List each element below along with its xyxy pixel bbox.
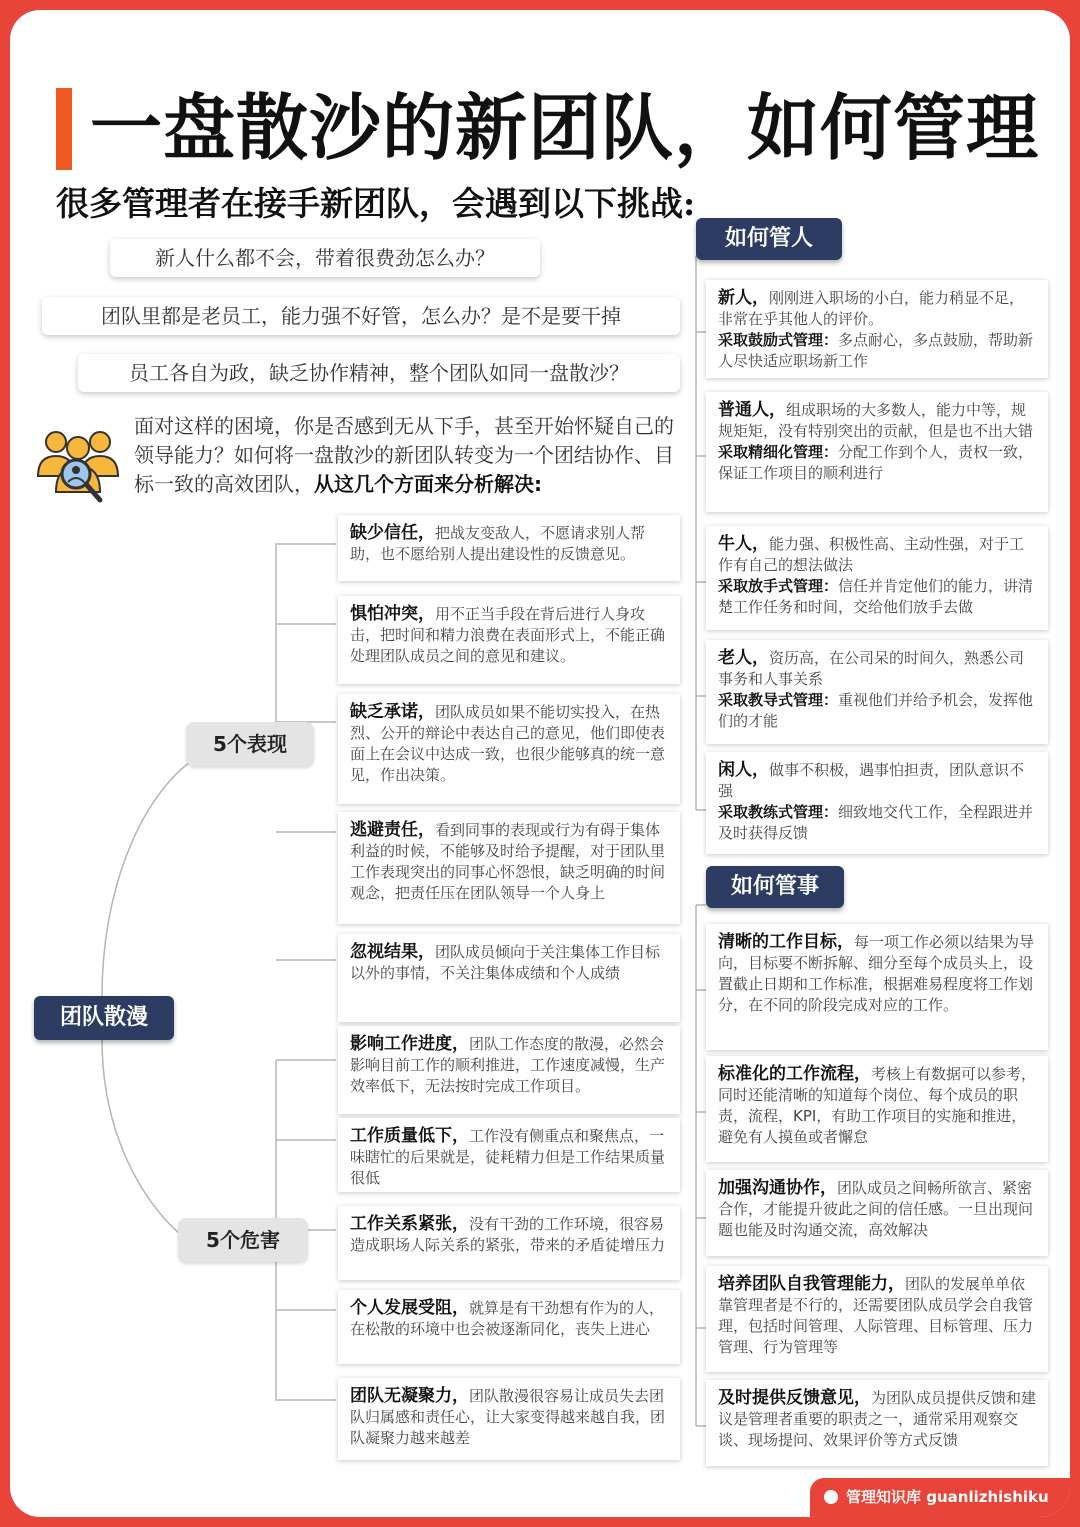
people-type: 闲人， (718, 760, 769, 780)
harm-title: 团队无凝聚力， (350, 1386, 469, 1406)
people-desc: 刚刚进入职场的小白，能力稍显不足，非常在乎其他人的评价。 (718, 289, 1025, 328)
task-title: 加强沟通协作， (718, 1178, 837, 1198)
symptom-card-4 (338, 812, 680, 924)
task-title: 及时提供反馈意见， (718, 1388, 871, 1408)
people-strategy-text: 信任并肯定他们的能力，讲清楚工作任务和时间，交给他们放手去做 (718, 577, 1034, 616)
people-desc: 做事不积极，遇事怕担责，团队意识不强 (718, 761, 1025, 800)
task-card-goals (706, 924, 1048, 1050)
harm-text: 工作没有侧重点和聚焦点，一味瞎忙的后果就是，徒耗精力但是工作结果质量很低 (350, 1127, 666, 1187)
people-card-star (706, 526, 1048, 630)
people-card-veteran (706, 640, 1048, 744)
symptom-text: 用不正当手段在背后进行人身攻击，把时间和精力浪费在表面形式上，不能正确处理团队成员之间的意见和建议。 (350, 605, 666, 665)
symptom-card-2 (338, 596, 680, 684)
task-card-communication (706, 1170, 1048, 1256)
branch-node-5-harms: 5个危害 (178, 1218, 308, 1262)
harm-text: 团队散漫很容易让成员失去团队归属感和责任心，让大家变得越来越自我，团队凝聚力越来越差 (350, 1387, 666, 1447)
task-card-self-management (706, 1266, 1048, 1372)
branch-node-5-symptoms: 5个表现 (186, 722, 314, 766)
harm-title: 工作关系紧张， (350, 1214, 469, 1234)
harm-title: 工作质量低下， (350, 1126, 469, 1146)
task-text: 团队的发展单单依靠管理者是不行的，还需要团队成员学会自我管理，包括时间管理、人际管理、目标管理、压力管理、行为管理等 (718, 1275, 1034, 1356)
task-text: 为团队成员提供反馈和建议是管理者重要的职责之一，通常采用观察交谈、现场提问、效果评价等方式反馈 (718, 1389, 1037, 1449)
harm-text: 团队工作态度的散漫，必然会影响目前工作的顺利推进，工作速度减慢，生产效率低下，无法按时完成工作项目。 (350, 1035, 666, 1095)
harm-card-3 (338, 1206, 680, 1280)
people-card-idle (706, 752, 1048, 854)
people-type: 牛人， (718, 534, 769, 554)
intro-paragraph (134, 412, 682, 499)
task-card-process (706, 1056, 1048, 1162)
task-text: 团队成员之间畅所欲言、紧密合作，才能提升彼此之间的信任感。一旦出现问题也能及时沟通交流，高效解决 (718, 1179, 1034, 1239)
lightbulb-icon (824, 1490, 838, 1504)
task-title: 清晰的工作目标， (718, 932, 854, 952)
title-accent-bar (56, 88, 72, 170)
task-title: 标准化的工作流程， (718, 1064, 871, 1084)
symptom-title: 忽视结果， (350, 942, 435, 962)
manage-people-header: 如何管人 (696, 218, 842, 260)
people-strategy-text: 重视他们并给予机会，发挥他们的才能 (718, 691, 1034, 730)
infographic-page (10, 10, 1070, 1517)
harm-title: 个人发展受阻， (350, 1298, 469, 1318)
task-title: 培养团队自我管理能力， (718, 1274, 905, 1294)
symptom-text: 团队成员如果不能切实投入，在热烈、公开的辩论中表达自己的意见，他们即使表面上在会议中达成一致，也很少能够真的统一意见，作出决策。 (350, 703, 666, 784)
harm-text: 没有干劲的工作环境，很容易造成职场人际关系的紧张，带来的矛盾徒增压力 (350, 1215, 666, 1254)
people-strategy-text: 分配工作到个人，责权一致，保证工作项目的顺利进行 (718, 443, 1034, 482)
symptom-text: 团队成员倾向于关注集体工作目标以外的事情，不关注集体成绩和个人成绩 (350, 943, 661, 982)
intro-bold-text: 从这几个方面来分析解决: (314, 472, 542, 496)
symptom-title: 缺乏承诺， (350, 702, 435, 722)
symptom-card-3 (338, 694, 680, 804)
people-type: 新人， (718, 288, 769, 308)
symptom-card-1 (338, 515, 680, 581)
people-desc: 能力强、积极性高、主动性强，对于工作有自己的想法做法 (718, 535, 1025, 574)
manage-tasks-header: 如何管事 (706, 866, 844, 908)
people-type: 老人， (718, 648, 769, 668)
people-type: 普通人， (718, 400, 786, 420)
harm-card-1 (338, 1026, 680, 1114)
challenge-bubble-2: 团队里都是老员工，能力强不好管，怎么办？是不是要干掉 (42, 297, 680, 335)
task-text: 每一项工作必须以结果为导向，目标要不断拆解、细分至每个成员头上，设置截止日期和工作标准，根据难易程度将工作划分，在不同的阶段完成对应的工作。 (718, 933, 1035, 1014)
harm-title: 影响工作进度， (350, 1034, 469, 1054)
page-subtitle: 很多管理者在接手新团队，会遇到以下挑战: (56, 184, 696, 223)
people-strategy-text: 多点耐心，多点鼓励，帮助新人尽快适应职场新工作 (718, 331, 1034, 370)
task-card-feedback (706, 1380, 1048, 1466)
symptom-title: 缺少信任， (350, 523, 435, 543)
people-strategy: 采取精细化管理： (718, 443, 839, 461)
harm-text: 就算是有干劲想有作为的人，在松散的环境中也会被逐渐同化，丧失上进心 (350, 1299, 665, 1338)
symptom-text: 把战友变敌人，不愿请求别人帮助，也不愿给别人提出建设性的反馈意见。 (350, 524, 646, 563)
people-strategy: 采取教练式管理： (718, 803, 839, 821)
symptom-text: 看到同事的表现或行为有碍于集体利益的时候，不能够及时给予提醒，对于团队里工作表现突出的同事心怀怨恨，缺乏明确的时间观念，把责任压在团队领导一个人身上 (350, 821, 666, 902)
intro-text: 面对这样的困境，你是否感到无从下手，甚至开始怀疑自己的领导能力？如何将一盘散沙的新团队转变为一个团结协作、目标一致的高效团队， (134, 414, 674, 496)
people-desc: 资历高，在公司呆的时间久，熟悉公司事务和人事关系 (718, 649, 1025, 688)
harm-card-4 (338, 1290, 680, 1364)
challenge-bubble-3: 员工各自为政，缺乏协作精神，整个团队如同一盘散沙？ (78, 354, 680, 392)
task-text: 考核上有数据可以参考，同时还能清晰的知道每个岗位、每个成员的职责，流程，KPI，有助工作项目的实施和推进，避免有人摸鱼或者懈怠 (718, 1065, 1037, 1146)
people-card-ordinary (706, 392, 1048, 512)
root-node-team-slack: 团队散漫 (34, 996, 174, 1040)
symptom-card-5 (338, 934, 680, 1022)
harm-card-2 (338, 1118, 680, 1192)
challenge-bubble-1: 新人什么都不会，带着很费劲怎么办？ (110, 239, 540, 277)
people-strategy: 采取教导式管理： (718, 691, 839, 709)
symptom-title: 惧怕冲突， (350, 604, 435, 624)
symptom-title: 逃避责任， (350, 820, 435, 840)
people-strategy-text: 细致地交代工作，全程跟进并及时获得反馈 (718, 803, 1034, 842)
brand-watermark (810, 1478, 1070, 1517)
people-strategy: 采取鼓励式管理： (718, 331, 839, 349)
harm-card-5 (338, 1378, 680, 1460)
brand-text: 管理知识库 guanlizhishiku (846, 1488, 1049, 1506)
people-strategy: 采取放手式管理： (718, 577, 839, 595)
page-title: 一盘散沙的新团队，如何管理 (90, 86, 1040, 170)
team-search-icon (32, 420, 124, 512)
people-desc: 组成职场的大多数人，能力中等，规规矩矩，没有特别突出的贡献，但是也不出大错 (718, 401, 1034, 440)
people-card-newcomer (706, 280, 1048, 378)
